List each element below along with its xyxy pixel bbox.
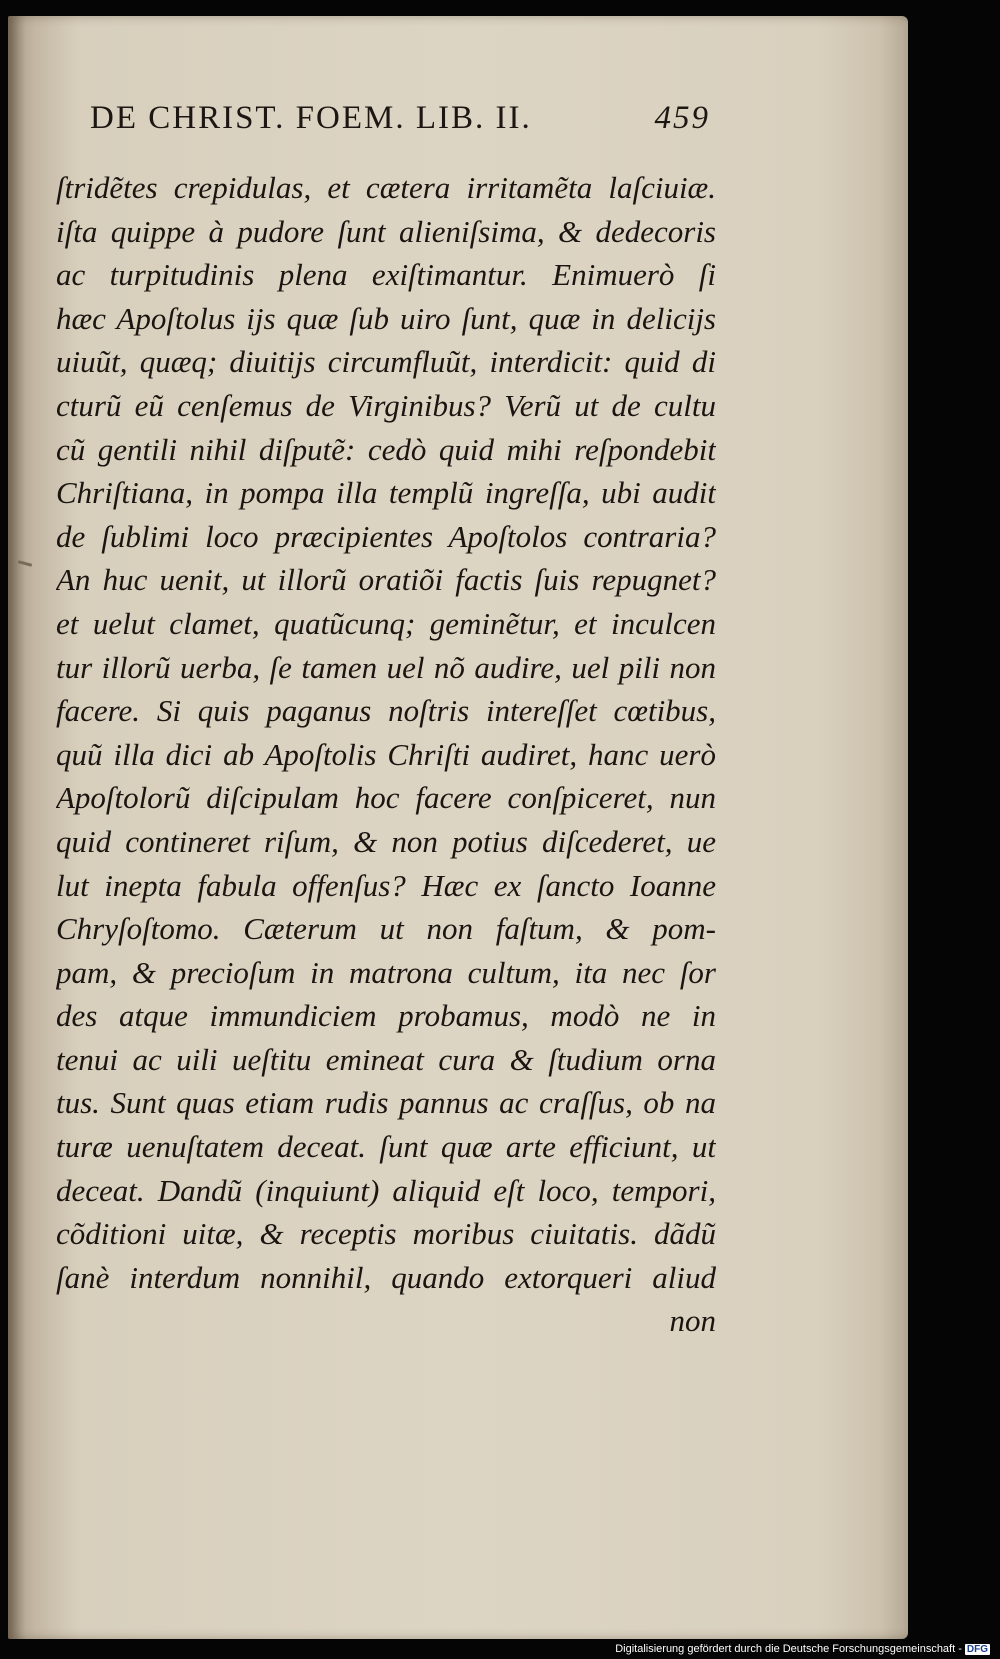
dfg-logo-icon: DFG bbox=[966, 1644, 988, 1655]
text-line: pam, & precioſum in matrona cultum, ita nec ſor bbox=[56, 954, 716, 990]
text-line: uiuũt, quæq; diuitijs circumfluũt, interdicit: quid di bbox=[56, 344, 716, 380]
text-line: lut inepta fabula offenſus? Hæc ex ſancto Ioanne bbox=[56, 867, 716, 903]
text-line: et uelut clamet, quatũcunq; geminẽtur, et inculcen bbox=[56, 605, 716, 641]
book-page bbox=[8, 16, 908, 1639]
text-line: turæ uenuſtatem deceat. ſunt quæ arte efficiunt, ut bbox=[56, 1129, 716, 1165]
text-line: tur illorũ uerba, ſe tamen uel nõ audire, uel pili non bbox=[56, 649, 716, 685]
text-line: Chriſtiana, in pompa illa templũ ingreſſa, ubi audit bbox=[56, 475, 716, 511]
text-line: Chryſoſtomo. Cæterum ut non faſtum, & pom- bbox=[56, 911, 716, 947]
funding-credit-text: Digitalisierung gefördert durch die Deutsche Forschungsgemeinschaft - bbox=[615, 1643, 962, 1655]
text-line: ſtridẽtes crepidulas, et cætera irritamẽta laſciuiæ. bbox=[56, 170, 716, 205]
catchword: non bbox=[669, 1303, 716, 1339]
text-line: ac turpitudinis plena exiſtimantur. Enimuerò ſi bbox=[56, 257, 716, 293]
main-text-block bbox=[56, 166, 726, 1343]
text-line: cõditioni uitæ, & receptis moribus ciuitatis. dãdũ bbox=[56, 1216, 716, 1252]
text-line: cũ gentili nihil diſputẽ: cedò quid mihi reſpondebit bbox=[56, 431, 716, 467]
text-line: cturũ eũ cenſemus de Virginibus? Verũ ut de cultu bbox=[56, 387, 716, 423]
funding-credit bbox=[615, 1643, 990, 1655]
text-line: deceat. Dandũ (inquiunt) aliquid eſt loco, tempori, bbox=[56, 1172, 716, 1208]
text-line: Apoſtolorũ diſcipulam hoc facere conſpiceret, nun bbox=[56, 780, 716, 816]
text-line: tenui ac uili ueſtitu emineat cura & ſtudium orna bbox=[56, 1041, 716, 1077]
text-line: tus. Sunt quas etiam rudis pannus ac craſſus, ob na bbox=[56, 1085, 716, 1121]
page-number: 459 bbox=[654, 100, 710, 136]
text-line: facere. Si quis paganus noſtris intereſſet cœtibus, bbox=[56, 693, 716, 729]
text-line: des atque immundiciem probamus, modò ne in bbox=[56, 998, 716, 1034]
running-title: DE CHRIST. FOEM. LIB. II. bbox=[90, 100, 532, 136]
text-line: quid contineret riſum, & non potius diſcederet, ue bbox=[56, 823, 716, 859]
text-line: iſta quippe à pudore ſunt alieniſsima, & dedecoris bbox=[56, 213, 716, 249]
text-line: ſanè interdum nonnihil, quando extorqueri aliud bbox=[56, 1259, 716, 1295]
text-line: hæc Apoſtolus ijs quæ ſub uiro ſunt, quæ in delicijs bbox=[56, 300, 716, 336]
text-line: de ſublimi loco præcipientes Apoſtolos contraria? bbox=[56, 518, 716, 554]
text-line: quũ illa dici ab Apoſtolis Chriſti audiret, hanc uerò bbox=[56, 736, 716, 772]
running-header bbox=[90, 100, 710, 137]
text-line: An huc uenit, ut illorũ oratiõi factis ſuis repugnet? bbox=[56, 562, 716, 598]
gutter-shadow bbox=[8, 16, 26, 1639]
